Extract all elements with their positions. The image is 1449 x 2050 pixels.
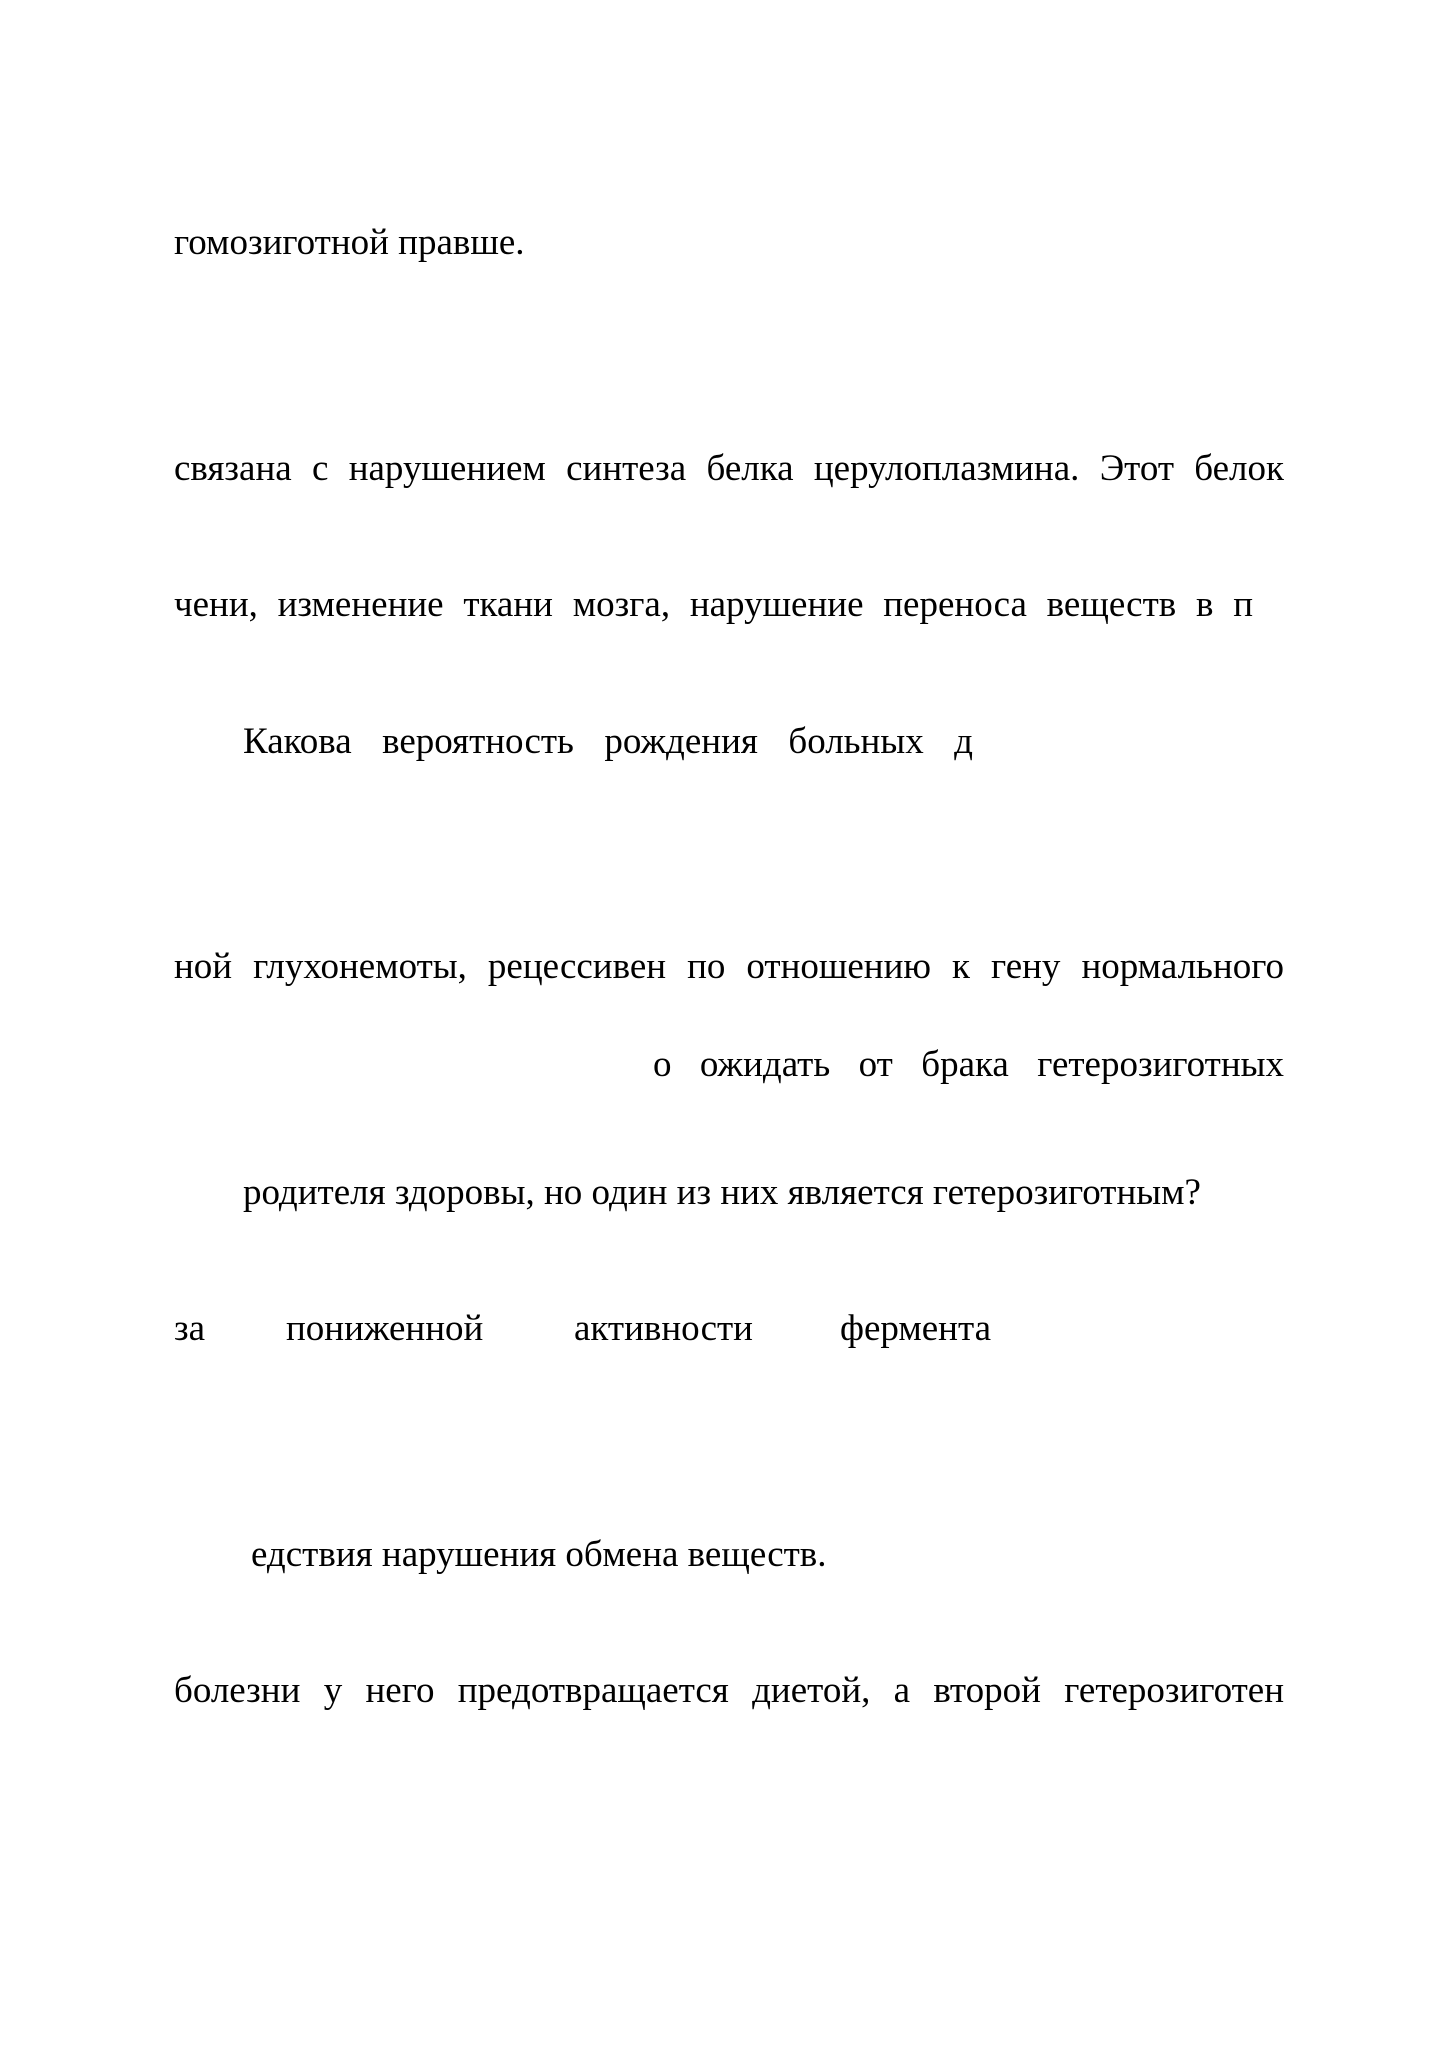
text-line-1: гомозиготной правше. xyxy=(174,222,525,263)
spaced-word-3: активности xyxy=(574,1308,753,1349)
text-line-4: Какова вероятность рождения больных д xyxy=(243,721,973,762)
text-line-7: родителя здоровы, но один из них является гетерозиготным? xyxy=(243,1172,1201,1213)
text-line-10: болезни у него предотвращается диетой, а второй гетерозиготен xyxy=(174,1670,1284,1711)
text-line-6: о ожидать от брака гетерозиготных xyxy=(653,1044,1284,1085)
text-line-2: связана с нарушением синтеза белка церулоплазмина. Этот белок xyxy=(174,448,1284,489)
text-line-9: едствия нарушения обмена веществ. xyxy=(251,1534,827,1575)
text-line-8-spaced-words xyxy=(174,1306,991,1352)
spaced-word-4: фермента xyxy=(840,1308,992,1349)
text-line-3: чени, изменение ткани мозга, нарушение переноса веществ в п xyxy=(174,584,1253,625)
text-line-5: ной глухонемоты, рецессивен по отношению к гену нормального xyxy=(174,946,1284,987)
spaced-word-2: пониженной xyxy=(286,1308,484,1349)
spaced-word-1: за xyxy=(174,1308,206,1349)
